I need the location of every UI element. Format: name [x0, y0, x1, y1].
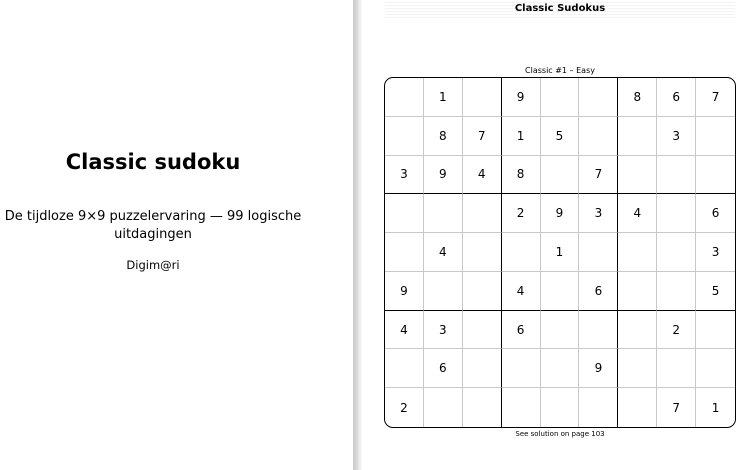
sudoku-cell [463, 272, 502, 311]
sudoku-cell: 8 [424, 117, 463, 156]
sudoku-cell [579, 388, 618, 427]
sudoku-cell [385, 233, 424, 272]
section-title: Classic Sudokus [514, 3, 606, 14]
sudoku-cell: 7 [579, 156, 618, 195]
page-gutter [353, 0, 362, 470]
sudoku-cell: 1 [502, 117, 541, 156]
sudoku-cell [618, 272, 657, 311]
sudoku-cell: 9 [502, 78, 541, 117]
sudoku-cell [541, 311, 580, 350]
sudoku-cell: 1 [424, 78, 463, 117]
sudoku-cell [385, 349, 424, 388]
sudoku-cell: 7 [463, 117, 502, 156]
sudoku-cell: 1 [711, 400, 720, 415]
sudoku-cell [657, 272, 696, 311]
sudoku-cell [541, 78, 580, 117]
sudoku-cell [541, 156, 580, 195]
sudoku-cell: 6 [502, 311, 541, 350]
sudoku-cell [657, 349, 696, 388]
sudoku-cell: 2 [657, 311, 696, 350]
sudoku-cell [579, 233, 618, 272]
sudoku-cell [463, 233, 502, 272]
sudoku-cell [502, 388, 541, 427]
sudoku-grid [384, 77, 736, 428]
sudoku-cell: 6 [696, 194, 735, 233]
sudoku-cell: 5 [541, 117, 580, 156]
sudoku-cell: 7 [696, 78, 735, 117]
sudoku-cell: 9 [385, 272, 424, 311]
sudoku-cell [424, 272, 463, 311]
sudoku-cell [579, 78, 618, 117]
sudoku-cell: 4 [618, 194, 657, 233]
sudoku-cell [463, 349, 502, 388]
sudoku-cell: 1 [541, 233, 580, 272]
puzzle-title: Classic #1 – Easy [525, 66, 595, 75]
sudoku-cell: 9 [579, 349, 618, 388]
sudoku-cell [463, 311, 502, 350]
sudoku-cell [618, 117, 657, 156]
sudoku-cell: 3 [424, 311, 463, 350]
sudoku-cell [385, 194, 424, 233]
sudoku-cell [502, 349, 541, 388]
sudoku-cell: 3 [385, 156, 424, 195]
sudoku-cell: 4 [424, 233, 463, 272]
sudoku-cell: 2 [385, 388, 424, 427]
sudoku-cell [385, 117, 424, 156]
sudoku-cell: 7 [657, 388, 696, 427]
sudoku-cell [618, 349, 657, 388]
sudoku-cell [424, 388, 463, 427]
sudoku-cell: 4 [502, 272, 541, 311]
sudoku-cell: 3 [579, 194, 618, 233]
sudoku-cell [579, 311, 618, 350]
sudoku-cell [696, 117, 735, 156]
sudoku-cell [463, 194, 502, 233]
sudoku-cell [657, 194, 696, 233]
sudoku-cell [541, 272, 580, 311]
sudoku-cell [541, 349, 580, 388]
sudoku-cell [424, 194, 463, 233]
sudoku-cell [618, 233, 657, 272]
book-title: Classic sudoku [65, 150, 241, 174]
sudoku-cell [618, 311, 657, 350]
sudoku-cell [463, 388, 502, 427]
sudoku-cell: 6 [579, 272, 618, 311]
sudoku-cell: 9 [541, 194, 580, 233]
sudoku-cell [657, 156, 696, 195]
solution-note: See solution on page 103 [515, 430, 605, 438]
book-subtitle: De tijdloze 9×9 puzzelervaring — 99 logische uitdagingen [4, 209, 302, 242]
sudoku-cell: 6 [657, 78, 696, 117]
sudoku-cell [385, 78, 424, 117]
sudoku-cell [463, 78, 502, 117]
sudoku-cell [618, 156, 657, 195]
sudoku-cell: 3 [657, 117, 696, 156]
sudoku-cell: 9 [424, 156, 463, 195]
left-page [0, 0, 353, 470]
sudoku-cell [579, 117, 618, 156]
sudoku-cell [502, 233, 541, 272]
sudoku-cell [657, 233, 696, 272]
sudoku-cell [541, 388, 580, 427]
sudoku-cell [696, 349, 735, 388]
sudoku-cell: 3 [696, 233, 735, 272]
sudoku-cell [618, 388, 657, 427]
sudoku-cell: 2 [502, 194, 541, 233]
sudoku-cell: 8 [618, 78, 657, 117]
sudoku-cell [696, 311, 735, 350]
sudoku-cell: 5 [696, 272, 735, 311]
sudoku-cell [696, 156, 735, 195]
sudoku-cell: 4 [385, 311, 424, 350]
book-author: Digim@ri [126, 258, 180, 272]
sudoku-cell: 4 [463, 156, 502, 195]
sudoku-cell: 8 [502, 156, 541, 195]
sudoku-cell: 6 [424, 349, 463, 388]
